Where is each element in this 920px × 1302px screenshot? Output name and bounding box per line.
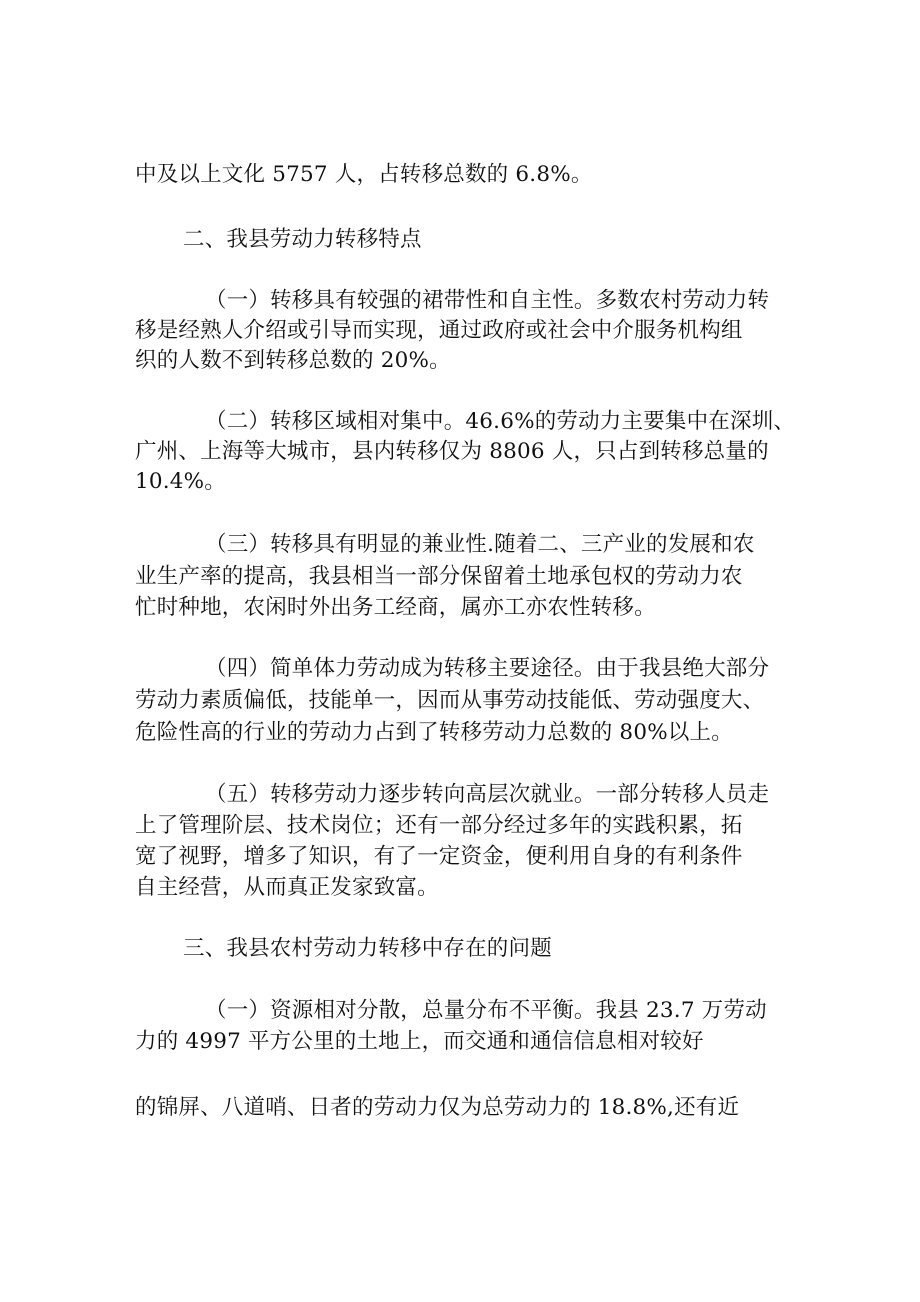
paragraph-line: （一）资源相对分散，总量分布不平衡。我县 23.7 万劳动 [205,998,767,1023]
paragraph-line: 上了管理阶层、技术岗位；还有一部分经过多年的实践积累，拓 [135,813,743,838]
paragraph-line: 广州、上海等大城市，县内转移仅为 8806 人，只占到转移总量的 [135,439,769,464]
paragraph-line: （三）转移具有明显的兼业性.随着二、三产业的发展和农 [205,532,755,557]
section-heading: 二、我县劳动力转移特点 [183,227,422,252]
paragraph-line: 忙时种地，农闲时外出务工经商，属亦工亦农性转移。 [135,595,656,620]
section-heading: 三、我县农村劳动力转移中存在的问题 [183,936,552,961]
paragraph-line: （四）简单体力劳动成为转移主要途径。由于我县绝大部分 [205,656,770,681]
paragraph-line: 危险性高的行业的劳动力占到了转移劳动力总数的 80%以上。 [135,720,733,745]
paragraph-line: 劳动力素质偏低，技能单一，因而从事劳动技能低、劳动强度大、 [135,688,765,713]
paragraph-line: （二）转移区域相对集中。46.6%的劳动力主要集中在深圳、 [205,409,796,434]
paragraph-line: 业生产率的提高，我县相当一部分保留着土地承包权的劳动力农 [135,564,743,589]
paragraph-line: 力的 4997 平方公里的土地上，而交通和通信信息相对较好 [135,1029,704,1054]
paragraph-line: 宽了视野，增多了知识，有了一定资金，便利用自身的有利条件 [135,844,743,869]
paragraph-line: 的锦屏、八道哨、日者的劳动力仅为总劳动力的 18.8%,还有近 [135,1095,740,1120]
paragraph-line: 织的人数不到转移总数的 20%。 [135,348,451,373]
paragraph-line: （一）转移具有较强的裙带性和自主性。多数农村劳动力转 [205,288,770,313]
paragraph-line: 中及以上文化 5757 人，占转移总数的 6.8%。 [135,162,593,187]
paragraph-line: 自主经营，从而真正发家致富。 [135,875,439,900]
paragraph-line: 移是经熟人介绍或引导而实现，通过政府或社会中介服务机构组 [135,318,743,343]
paragraph-line: 10.4%。 [135,469,227,494]
paragraph-line: （五）转移劳动力逐步转向高层次就业。一部分转移人员走 [205,782,770,807]
